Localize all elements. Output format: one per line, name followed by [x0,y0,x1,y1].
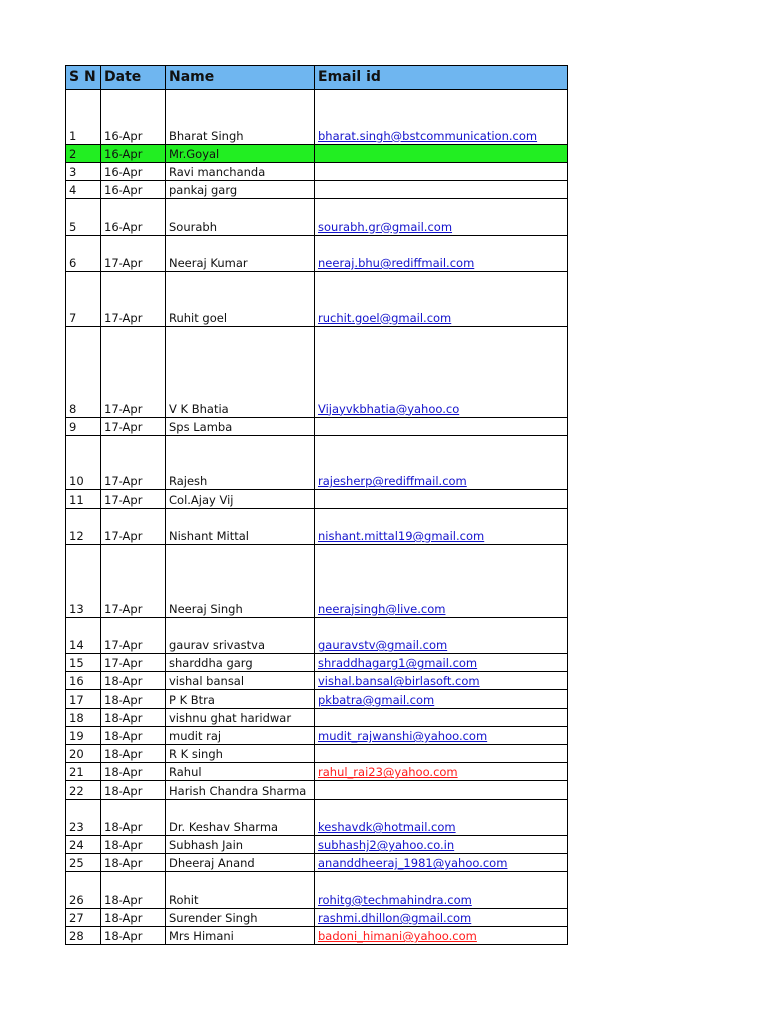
cell-name[interactable]: pankaj garg [166,180,315,198]
cell-date[interactable]: 16-Apr [101,199,166,235]
cell-email[interactable] [315,544,568,617]
cell-email[interactable] [315,654,568,672]
cell-name[interactable]: Sps Lamba [166,417,315,435]
header-name[interactable]: Name [166,66,315,90]
cell-sn[interactable]: 12 [66,508,101,544]
email-link[interactable]: ananddheeraj_1981@yahoo.com [318,856,508,871]
cell-sn[interactable]: 21 [66,763,101,781]
cell-email[interactable] [315,854,568,872]
cell-date[interactable]: 17-Apr [101,417,166,435]
cell-name[interactable]: Dheeraj Anand [166,854,315,872]
cell-date[interactable]: 18-Apr [101,872,166,908]
email-link[interactable]: bharat.singh@bstcommunication.com [318,128,538,143]
cell-sn[interactable]: 4 [66,180,101,198]
email-link[interactable]: pkbatra@gmail.com [318,692,435,707]
cell-date[interactable]: 17-Apr [101,235,166,271]
email-link[interactable]: sourabh.gr@gmail.com [318,219,453,234]
cell-date[interactable]: 16-Apr [101,180,166,198]
cell-email[interactable] [315,490,568,508]
email-link[interactable]: rahul_rai23@yahoo.com [318,765,458,780]
table-row [66,180,568,198]
email-link[interactable]: Vijayvkbhatia@yahoo.co [318,401,460,416]
cell-email[interactable] [315,326,568,417]
table-row [66,654,568,672]
cell-name[interactable]: Neeraj Kumar [166,235,315,271]
cell-date[interactable]: 18-Apr [101,908,166,926]
table-row [66,417,568,435]
cell-sn[interactable]: 17 [66,690,101,708]
email-link[interactable]: nishant.mittal19@gmail.com [318,528,485,543]
cell-sn[interactable]: 11 [66,490,101,508]
cell-date[interactable]: 18-Apr [101,763,166,781]
cell-email[interactable] [315,617,568,653]
cell-date[interactable]: 17-Apr [101,435,166,490]
cell-email[interactable] [315,926,568,944]
cell-date[interactable]: 18-Apr [101,726,166,744]
email-link[interactable]: ruchit.goel@gmail.com [318,310,452,325]
table-row [66,672,568,690]
table-row [66,854,568,872]
email-link[interactable]: shraddhagarg1@gmail.com [318,656,478,671]
table-row [66,490,568,508]
cell-email[interactable] [315,435,568,490]
table-row [66,617,568,653]
table-row [66,745,568,763]
cell-date[interactable]: 16-Apr [101,144,166,162]
cell-date[interactable]: 18-Apr [101,745,166,763]
contacts-table [65,65,568,945]
cell-sn[interactable]: 26 [66,872,101,908]
header-row [66,66,568,90]
cell-sn[interactable]: 25 [66,854,101,872]
cell-email[interactable] [315,908,568,926]
cell-sn[interactable]: 3 [66,162,101,180]
table-row [66,781,568,799]
cell-sn[interactable]: 15 [66,654,101,672]
table-row [66,271,568,326]
cell-sn[interactable]: 24 [66,835,101,853]
cell-name[interactable]: Rajesh [166,435,315,490]
table-row [66,162,568,180]
cell-date[interactable]: 18-Apr [101,926,166,944]
email-link[interactable]: keshavdk@hotmail.com [318,819,456,834]
cell-name[interactable]: Mrs Himani [166,926,315,944]
cell-sn[interactable]: 7 [66,271,101,326]
cell-name[interactable]: vishnu ghat haridwar [166,708,315,726]
cell-sn[interactable]: 19 [66,726,101,744]
table-row [66,763,568,781]
table-row [66,799,568,835]
cell-email[interactable] [315,180,568,198]
cell-sn[interactable]: 2 [66,144,101,162]
table-row [66,235,568,271]
cell-sn[interactable]: 6 [66,235,101,271]
cell-email[interactable] [315,726,568,744]
cell-name[interactable]: Nishant Mittal [166,508,315,544]
cell-name[interactable]: Bharat Singh [166,90,315,145]
cell-name[interactable]: Subhash Jain [166,835,315,853]
cell-email[interactable] [315,144,568,162]
email-link[interactable]: gauravstv@gmail.com [318,638,448,653]
header-sn[interactable]: S N [66,66,101,90]
cell-date[interactable]: 16-Apr [101,90,166,145]
cell-name[interactable]: Ruhit goel [166,271,315,326]
cell-sn[interactable]: 14 [66,617,101,653]
cell-name[interactable]: Neeraj Singh [166,544,315,617]
cell-email[interactable] [315,835,568,853]
cell-date[interactable]: 18-Apr [101,799,166,835]
cell-sn[interactable]: 13 [66,544,101,617]
cell-name[interactable]: Harish Chandra Sharma [166,781,315,799]
table-row [66,144,568,162]
cell-date[interactable]: 17-Apr [101,326,166,417]
cell-sn[interactable]: 20 [66,745,101,763]
email-link[interactable]: mudit_rajwanshi@yahoo.com [318,729,488,744]
cell-email[interactable] [315,235,568,271]
table-row [66,544,568,617]
cell-email[interactable] [315,199,568,235]
cell-date[interactable]: 17-Apr [101,617,166,653]
email-link[interactable]: subhashj2@yahoo.co.in [318,838,455,853]
email-link[interactable]: vishal.bansal@birlasoft.com [318,674,480,689]
cell-email[interactable] [315,872,568,908]
table-row [66,690,568,708]
email-link[interactable]: neeraj.bhu@rediffmail.com [318,255,475,270]
cell-email[interactable] [315,417,568,435]
cell-name[interactable]: Mr.Goyal [166,144,315,162]
table-row [66,872,568,908]
cell-date[interactable]: 17-Apr [101,508,166,544]
header-email[interactable]: Email id [315,66,568,90]
table-body [66,90,568,945]
cell-name[interactable]: gaurav srivastva [166,617,315,653]
cell-name[interactable]: Rohit [166,872,315,908]
cell-email[interactable] [315,708,568,726]
cell-email[interactable] [315,745,568,763]
table-row [66,726,568,744]
cell-email[interactable] [315,690,568,708]
cell-name[interactable]: sharddha garg [166,654,315,672]
table-row [66,435,568,490]
cell-name[interactable]: vishal bansal [166,672,315,690]
header-date[interactable]: Date [101,66,166,90]
cell-email[interactable] [315,90,568,145]
cell-email[interactable] [315,781,568,799]
cell-sn[interactable]: 27 [66,908,101,926]
cell-sn[interactable]: 28 [66,926,101,944]
table-row [66,908,568,926]
cell-name[interactable]: Surender Singh [166,908,315,926]
cell-name[interactable]: Ravi manchanda [166,162,315,180]
cell-name[interactable]: Sourabh [166,199,315,235]
cell-email[interactable] [315,763,568,781]
cell-sn[interactable]: 9 [66,417,101,435]
table-row [66,926,568,944]
email-link[interactable]: rajesherp@rediffmail.com [318,474,467,489]
cell-email[interactable] [315,799,568,835]
table-row [66,326,568,417]
cell-sn[interactable]: 1 [66,90,101,145]
table-row [66,835,568,853]
email-link[interactable]: rohitg@techmahindra.com [318,892,472,907]
cell-date[interactable]: 17-Apr [101,654,166,672]
cell-date[interactable]: 18-Apr [101,835,166,853]
table-row [66,708,568,726]
cell-date[interactable]: 17-Apr [101,271,166,326]
cell-email[interactable] [315,508,568,544]
table-row [66,199,568,235]
cell-date[interactable]: 18-Apr [101,781,166,799]
cell-sn[interactable]: 23 [66,799,101,835]
email-link[interactable]: rashmi.dhillon@gmail.com [318,910,472,925]
cell-sn[interactable]: 18 [66,708,101,726]
cell-date[interactable]: 18-Apr [101,708,166,726]
cell-date[interactable]: 18-Apr [101,690,166,708]
cell-name[interactable]: V K Bhatia [166,326,315,417]
cell-date[interactable]: 16-Apr [101,162,166,180]
cell-sn[interactable]: 5 [66,199,101,235]
cell-email[interactable] [315,271,568,326]
cell-date[interactable]: 18-Apr [101,854,166,872]
cell-date[interactable]: 18-Apr [101,672,166,690]
cell-sn[interactable]: 16 [66,672,101,690]
cell-name[interactable]: Rahul [166,763,315,781]
cell-name[interactable]: R K singh [166,745,315,763]
cell-email[interactable] [315,672,568,690]
table-row [66,90,568,145]
cell-name[interactable]: Col.Ajay Vij [166,490,315,508]
table-row [66,508,568,544]
cell-date[interactable]: 17-Apr [101,490,166,508]
email-link[interactable]: badoni_himani@yahoo.com [318,929,477,944]
cell-sn[interactable]: 22 [66,781,101,799]
cell-name[interactable]: Dr. Keshav Sharma [166,799,315,835]
cell-sn[interactable]: 8 [66,326,101,417]
cell-sn[interactable]: 10 [66,435,101,490]
cell-name[interactable]: mudit raj [166,726,315,744]
cell-name[interactable]: P K Btra [166,690,315,708]
cell-email[interactable] [315,162,568,180]
cell-date[interactable]: 17-Apr [101,544,166,617]
email-link[interactable]: neerajsingh@live.com [318,601,446,616]
